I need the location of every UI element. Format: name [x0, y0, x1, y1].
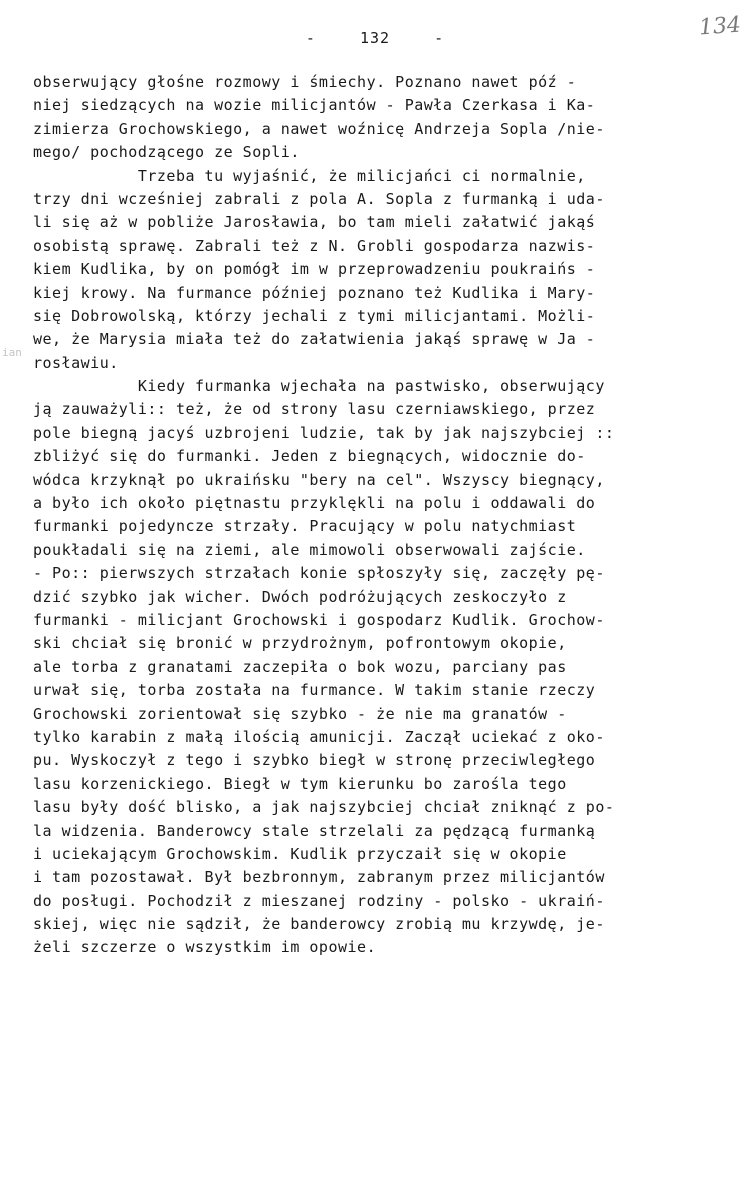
text-line: Grochowski zorientował się szybko - że nie ma granatów - — [33, 704, 567, 723]
text-line: trzy dni wcześniej zabrali z pola A. Sopla z furmanką i uda- — [33, 189, 605, 208]
text-line: Kiedy furmanka wjechała na pastwisko, obserwujący — [33, 377, 605, 396]
text-line: a było ich około piętnastu przyklękli na polu i oddawali do — [33, 494, 596, 513]
page-number-dash-left: - — [305, 29, 316, 47]
archive-folio-number: 134 — [698, 12, 742, 41]
text-line: pole biegną jacyś uzbrojeni ludzie, tak by jak najszybciej :: — [33, 423, 615, 442]
text-line: zimierza Grochowskiego, a nawet woźnicę Andrzeja Sopla /nie- — [33, 119, 605, 138]
text-line: tylko karabin z małą ilością amunicji. Zaczął uciekać z oko- — [33, 727, 605, 746]
text-line: osobistą sprawę. Zabrali też z N. Grobli gospodarza nazwis- — [33, 236, 596, 255]
document-body — [33, 71, 723, 960]
text-line: ski chciał się bronić w przydrożnym, pofrontowym okopie, — [33, 634, 567, 653]
text-line: ją zauważyli:: też, że od strony lasu czerniawskiego, przez — [33, 400, 596, 419]
text-line: we, że Marysia miała też do załatwienia jakąś sprawę w Ja - — [33, 330, 596, 349]
text-line: kiej krowy. Na furmance później poznano też Kudlika i Mary- — [33, 283, 596, 302]
text-line: - Po:: pierwszych strzałach konie spłoszyły się, zaczęły pę- — [33, 564, 605, 583]
text-line: urwał się, torba została na furmance. W takim stanie rzeczy — [33, 681, 596, 700]
text-line: ale torba z granatami zaczepiła o bok wozu, parciany pas — [33, 657, 567, 676]
text-line: do posługi. Pochodził z mieszanej rodziny - polsko - ukraiń- — [33, 891, 605, 910]
text-line: rosławiu. — [33, 353, 119, 372]
text-line: obserwujący głośne rozmowy i śmiechy. Poznano nawet póź - — [33, 73, 577, 91]
page-number-dash-right: - — [434, 29, 445, 47]
text-line: i tam pozostawał. Był bezbronnym, zabranym przez milicjantów — [33, 868, 605, 887]
text-line: pu. Wyskoczył z tego i szybko biegł w stronę przeciwległego — [33, 751, 596, 770]
text-line: i uciekającym Grochowskim. Kudlik przyczaił się w okopie — [33, 844, 567, 863]
page-number-value: 132 — [359, 29, 391, 47]
text-line: furmanki pojedyncze strzały. Pracujący w polu natychmiast — [33, 517, 577, 536]
text-line: dzić szybko jak wicher. Dwóch podróżujących zeskoczyło z — [33, 587, 567, 606]
text-line: Trzeba tu wyjaśnić, że milicjańci ci normalnie, — [33, 166, 586, 185]
text-line: poukładali się na ziemi, ale mimowoli obserwowali zajście. — [33, 540, 586, 559]
page-number — [0, 29, 750, 47]
text-line: lasu były dość blisko, a jak najszybciej chciał zniknąć z po- — [33, 798, 615, 817]
text-line: kiem Kudlika, by on pomógł im w przeprowadzeniu poukraińs - — [33, 260, 596, 279]
text-line: mego/ pochodzącego ze Sopli. — [33, 143, 300, 162]
text-line: wódca krzyknął po ukraińsku "bery na cel". Wszyscy biegnący, — [33, 470, 605, 489]
text-line: żeli szczerze o wszystkim im opowie. — [33, 938, 377, 957]
text-line: lasu korzenickiego. Biegł w tym kierunku bo zarośla tego — [33, 774, 567, 793]
text-line: skiej, więc nie sądził, że banderowcy zrobią mu krzywdę, je- — [33, 915, 605, 934]
text-line: zbliżyć się do furmanki. Jeden z biegnących, widocznie do- — [33, 447, 586, 466]
text-line: furmanki - milicjant Grochowski i gospodarz Kudlik. Grochow- — [33, 610, 605, 629]
text-line: la widzenia. Banderowcy stale strzelali za pędzącą furmanką — [33, 821, 596, 840]
text-line: li się aż w pobliże Jarosławia, bo tam mieli załatwić jakąś — [33, 213, 596, 232]
margin-mark: ian — [2, 346, 22, 359]
text-line: niej siedzących na wozie milicjantów - Pawła Czerkasa i Ka- — [33, 96, 596, 115]
text-line: się Dobrowolską, którzy jechali z tymi milicjantami. Możli- — [33, 306, 596, 325]
